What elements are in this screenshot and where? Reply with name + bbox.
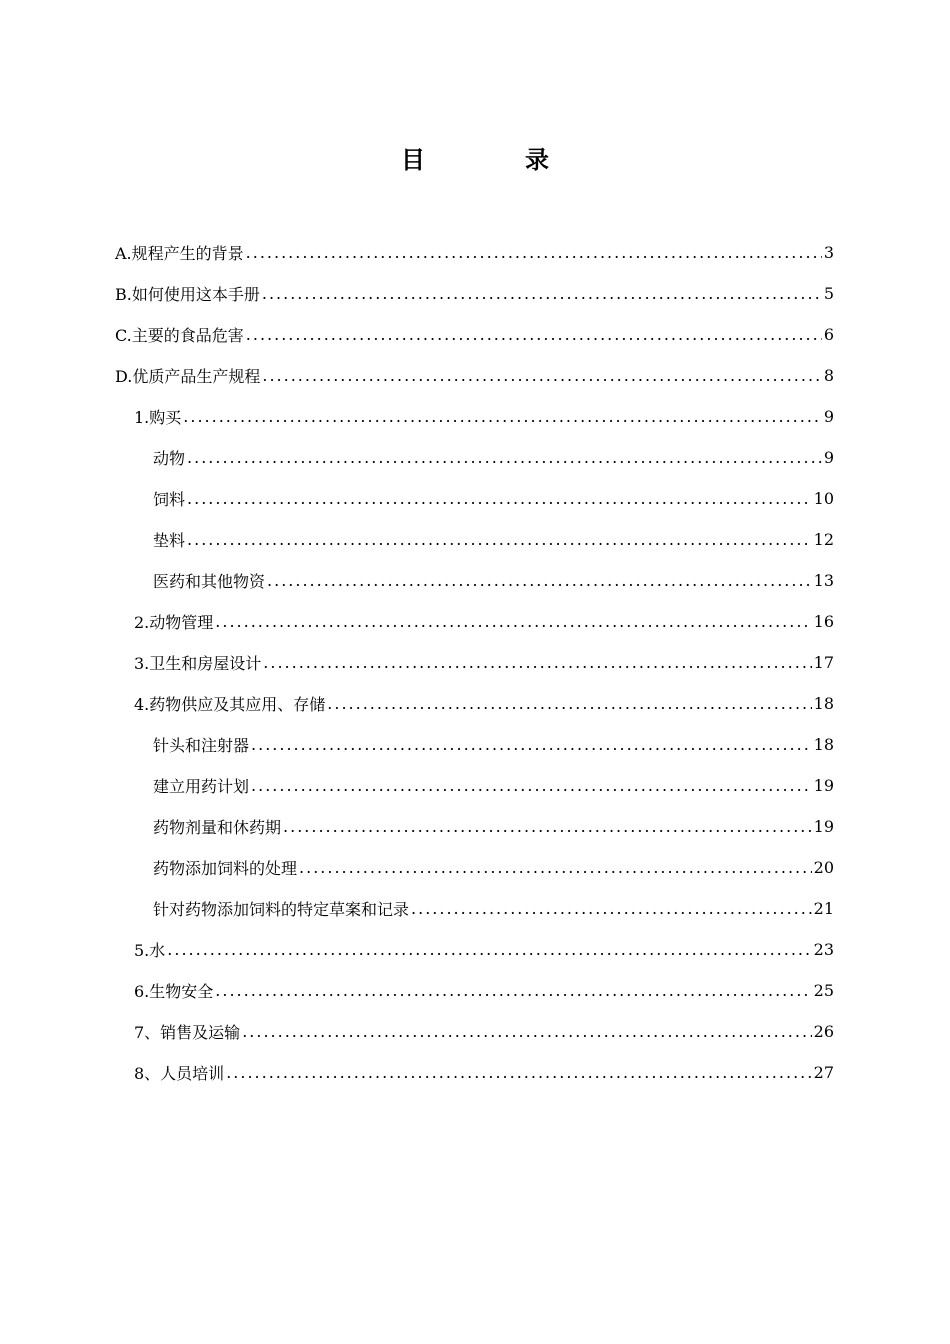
toc-entry-label: 针对药物添加饲料的特定草案和记录 bbox=[153, 900, 410, 919]
title-char-2: 录 bbox=[525, 146, 549, 174]
toc-entry[interactable] bbox=[115, 1052, 834, 1093]
toc-entry[interactable] bbox=[115, 560, 834, 601]
toc-entry-page-number: 18 bbox=[813, 735, 834, 754]
toc-entry[interactable] bbox=[115, 396, 834, 437]
toc-entry[interactable] bbox=[115, 888, 834, 929]
toc-dot-leader bbox=[251, 776, 812, 795]
toc-dot-leader bbox=[411, 899, 812, 918]
toc-entry-label: D.优质产品生产规程 bbox=[115, 367, 261, 386]
toc-entry[interactable] bbox=[115, 929, 834, 970]
toc-entry-page-number: 18 bbox=[813, 694, 834, 713]
toc-entry-label: A.规程产生的背景 bbox=[115, 244, 244, 263]
toc-entry[interactable] bbox=[115, 355, 834, 396]
toc-dot-leader bbox=[262, 366, 821, 385]
toc-dot-leader bbox=[262, 284, 822, 303]
toc-entry[interactable] bbox=[115, 683, 834, 724]
toc-entry[interactable] bbox=[115, 806, 834, 847]
toc-entry-label: 针头和注射器 bbox=[153, 736, 250, 755]
table-of-contents bbox=[115, 232, 834, 1093]
toc-entry-page-number: 13 bbox=[813, 571, 834, 590]
toc-entry-page-number: 19 bbox=[813, 776, 834, 795]
toc-entry-label: 8、人员培训 bbox=[134, 1064, 225, 1083]
toc-entry[interactable] bbox=[115, 970, 834, 1011]
toc-dot-leader bbox=[167, 940, 811, 959]
toc-entry[interactable] bbox=[115, 847, 834, 888]
toc-entry-page-number: 10 bbox=[813, 489, 834, 508]
toc-entry[interactable] bbox=[115, 437, 834, 478]
toc-entry[interactable] bbox=[115, 273, 834, 314]
toc-entry-page-number: 9 bbox=[823, 448, 834, 467]
page-title bbox=[0, 140, 950, 175]
toc-entry[interactable] bbox=[115, 724, 834, 765]
toc-entry-label: B.如何使用这本手册 bbox=[115, 285, 260, 304]
toc-dot-leader bbox=[215, 612, 811, 631]
toc-entry[interactable] bbox=[115, 765, 834, 806]
toc-entry-label: 药物剂量和休药期 bbox=[153, 818, 282, 837]
toc-entry[interactable] bbox=[115, 232, 834, 273]
toc-entry-page-number: 9 bbox=[823, 407, 834, 426]
toc-entry-page-number: 5 bbox=[823, 284, 834, 303]
toc-dot-leader bbox=[187, 489, 812, 508]
toc-entry-label: 3.卫生和房屋设计 bbox=[134, 654, 262, 673]
toc-entry-label: 2.动物管理 bbox=[134, 613, 214, 632]
toc-entry-label: 7、销售及运输 bbox=[134, 1023, 241, 1042]
toc-entry[interactable] bbox=[115, 642, 834, 683]
toc-dot-leader bbox=[327, 694, 811, 713]
toc-dot-leader bbox=[242, 1022, 811, 1041]
toc-dot-leader bbox=[283, 817, 812, 836]
toc-dot-leader bbox=[246, 325, 822, 344]
toc-dot-leader bbox=[267, 571, 812, 590]
toc-entry-label: 建立用药计划 bbox=[153, 777, 250, 796]
toc-entry-page-number: 27 bbox=[813, 1063, 834, 1082]
toc-entry-label: 动物 bbox=[153, 449, 186, 468]
toc-dot-leader bbox=[263, 653, 811, 672]
toc-dot-leader bbox=[226, 1063, 811, 1082]
toc-entry-label: 5.水 bbox=[134, 941, 166, 960]
toc-entry[interactable] bbox=[115, 314, 834, 355]
toc-entry[interactable] bbox=[115, 519, 834, 560]
toc-entry[interactable] bbox=[115, 478, 834, 519]
toc-entry-label: 饲料 bbox=[153, 490, 186, 509]
toc-entry-label: 4.药物供应及其应用、存储 bbox=[134, 695, 326, 714]
toc-entry-page-number: 19 bbox=[813, 817, 834, 836]
toc-dot-leader bbox=[215, 981, 811, 1000]
toc-entry[interactable] bbox=[115, 1011, 834, 1052]
toc-entry-label: 1.购买 bbox=[134, 408, 182, 427]
toc-entry-label: 医药和其他物资 bbox=[153, 572, 266, 591]
toc-entry-page-number: 3 bbox=[823, 243, 834, 262]
toc-entry[interactable] bbox=[115, 601, 834, 642]
title-char-1: 目 bbox=[401, 146, 425, 174]
toc-entry-page-number: 17 bbox=[813, 653, 834, 672]
toc-entry-page-number: 8 bbox=[823, 366, 834, 385]
toc-entry-label: 垫料 bbox=[153, 531, 186, 550]
toc-dot-leader bbox=[299, 858, 812, 877]
toc-entry-label: C.主要的食品危害 bbox=[115, 326, 244, 345]
toc-entry-page-number: 16 bbox=[813, 612, 834, 631]
toc-entry-label: 药物添加饲料的处理 bbox=[153, 859, 298, 878]
toc-entry-page-number: 20 bbox=[813, 858, 834, 877]
toc-dot-leader bbox=[187, 448, 822, 467]
title-gap bbox=[425, 140, 525, 175]
toc-entry-page-number: 6 bbox=[823, 325, 834, 344]
toc-entry-page-number: 25 bbox=[813, 981, 834, 1000]
toc-entry-page-number: 26 bbox=[813, 1022, 834, 1041]
toc-dot-leader bbox=[251, 735, 812, 754]
toc-entry-page-number: 21 bbox=[813, 899, 834, 918]
toc-entry-page-number: 23 bbox=[813, 940, 834, 959]
toc-entry-page-number: 12 bbox=[813, 530, 834, 549]
toc-dot-leader bbox=[246, 243, 822, 262]
toc-dot-leader bbox=[183, 407, 822, 426]
toc-entry-label: 6.生物安全 bbox=[134, 982, 214, 1001]
toc-dot-leader bbox=[187, 530, 812, 549]
